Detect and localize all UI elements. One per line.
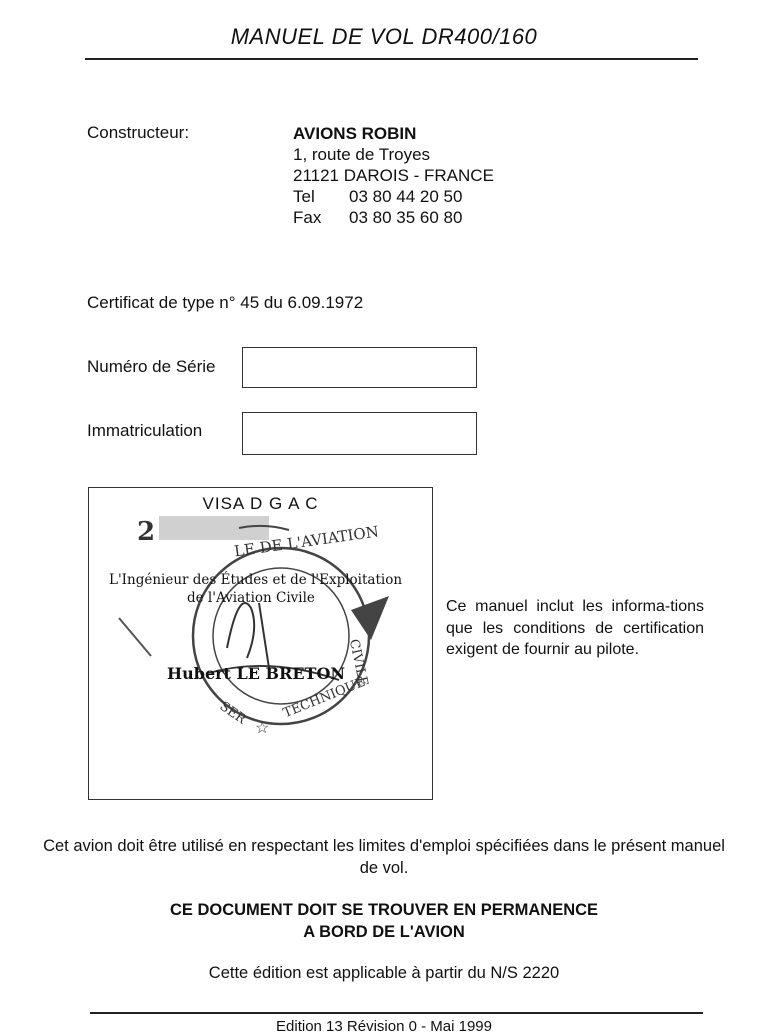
star-icon: ☆ (255, 718, 270, 737)
header-divider (85, 58, 698, 60)
visa-heading: VISA D G A C (202, 494, 319, 513)
seal-text-right: CIVILE (345, 637, 371, 688)
tel-label: Tel (293, 187, 315, 206)
tel-number: 03 80 44 20 50 (349, 187, 463, 206)
serial-number-label: Numéro de Série (87, 357, 216, 376)
stamp-date: 2 (137, 517, 156, 547)
registration-field[interactable] (242, 412, 477, 455)
constructor-label: Constructeur: (87, 123, 190, 142)
serial-number-field[interactable] (242, 347, 477, 388)
type-certificate: Certificat de type n° 45 du 6.09.1972 (87, 293, 364, 312)
constructor-fax (293, 207, 494, 228)
constructor-street: 1, route de Troyes (293, 145, 431, 164)
seal-text-bottom: TECHNIQUE (281, 674, 368, 722)
engineer-title-line1: L'Ingénieur des Études et de l'Exploitation (109, 572, 403, 588)
constructor-name: AVIONS ROBIN (293, 124, 417, 143)
seal-text-top: LE DE L'AVIATION (233, 522, 380, 561)
seal-text-left: SER (216, 698, 249, 728)
permanence-warning (0, 899, 768, 943)
official-seal (89, 488, 432, 799)
page-title: MANUEL DE VOL DR400/160 (230, 24, 538, 49)
warning-line-2: A BORD DE L'AVION (303, 923, 465, 941)
usage-limits-text: Cet avion doit être utilisé en respectant les limites d'emploi spécifiées dans le présent manuel de vol. (43, 837, 725, 877)
footer-divider (90, 1012, 703, 1014)
constructor-tel (293, 186, 494, 207)
fax-number: 03 80 35 60 80 (349, 208, 463, 227)
seal-emblem (351, 596, 389, 640)
warning-line-1: CE DOCUMENT DOIT SE TROUVER EN PERMANENCE (169, 901, 599, 919)
engineer-title-line2: de l'Aviation Civile (187, 590, 315, 606)
fax-label: Fax (293, 208, 322, 227)
constructor-city: 21121 DAROIS - FRANCE (293, 166, 494, 185)
seal-inner-ring (213, 568, 349, 704)
constructor-address (293, 123, 494, 228)
edition-applicability: Cette édition est applicable à partir du N/S 2220 (208, 964, 560, 982)
footer-edition: Edition 13 Révision 0 - Mai 1999 (276, 1018, 492, 1035)
registration-label: Immatriculation (87, 421, 203, 440)
certification-note: Ce manuel inclut les informa-tions que les conditions de certification exigent de fournir au pilote. (446, 598, 704, 658)
signatory-name: Hubert LE BRETON (167, 664, 346, 683)
visa-stamp-box (88, 487, 433, 800)
